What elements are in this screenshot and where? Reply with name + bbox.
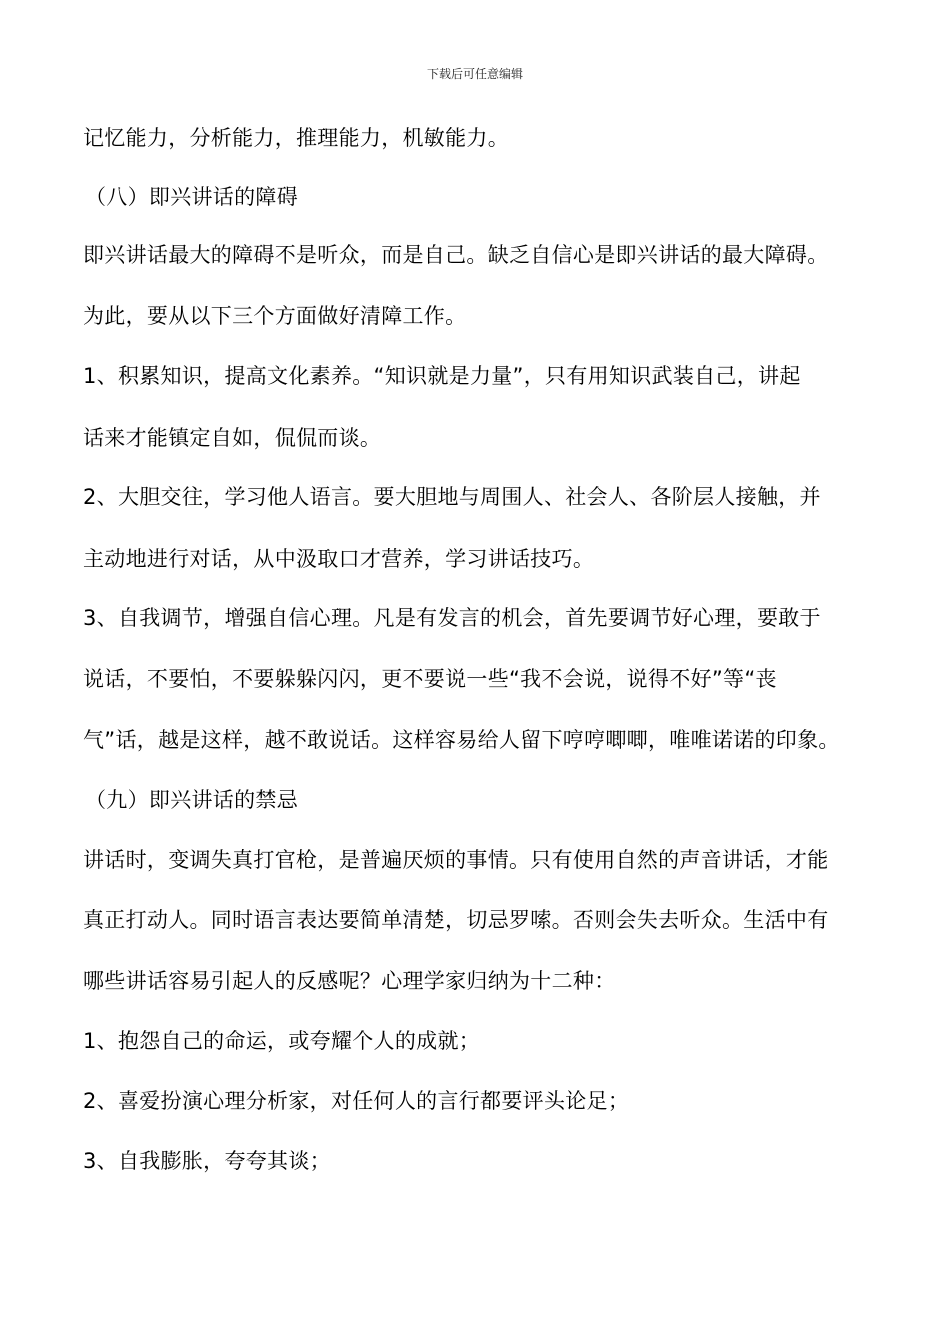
list-item-1-line: 1、积累知识，提高文化素养。“知识就是力量”，只有用知识武装自己，讲起	[83, 364, 801, 388]
list-item-1-line: 话来才能镇定自如，侃侃而谈。	[83, 426, 382, 450]
page-header-note: 下载后可任意编辑	[426, 67, 523, 81]
taboo-item-2: 2、喜爱扮演心理分析家，对任何人的言行都要评头论足；	[83, 1089, 630, 1113]
taboo-item-1: 1、抱怨自己的命运，或夸耀个人的成就；	[83, 1029, 481, 1053]
section-heading-9: （九）即兴讲话的禁忌	[85, 788, 298, 812]
taboo-item-3: 3、自我膨胀，夸夸其谈；	[83, 1149, 331, 1173]
paragraph-line: 真正打动人。同时语言表达要简单清楚，切忌罗嗦。否则会失去听众。生活中有	[83, 908, 829, 932]
paragraph-line: 哪些讲话容易引起人的反感呢？心理学家归纳为十二种：	[83, 969, 616, 993]
paragraph-line: 讲话时，变调失真打官枪，是普遍厌烦的事情。只有使用自然的声音讲话，才能	[83, 848, 829, 872]
paragraph-line: 记忆能力，分析能力，推理能力，机敏能力。	[83, 126, 509, 150]
list-item-2-line: 2、大胆交往，学习他人语言。要大胆地与周围人、社会人、各阶层人接触，并	[83, 485, 821, 509]
paragraph-line: 即兴讲话最大的障碍不是听众，而是自己。缺乏自信心是即兴讲话的最大障碍。	[83, 243, 829, 267]
section-heading-8: （八）即兴讲话的障碍	[85, 185, 298, 209]
list-item-3-line: 说话，不要怕，不要躲躲闪闪，更不要说一些“我不会说，说得不好”等“丧	[83, 667, 777, 691]
list-item-2-line: 主动地进行对话，从中汲取口才营养，学习讲话技巧。	[83, 547, 595, 571]
paragraph-line: 为此，要从以下三个方面做好清障工作。	[83, 304, 467, 328]
list-item-3-line: 气”话，越是这样，越不敢说话。这样容易给人留下哼哼唧唧，唯唯诺诺的印象。	[83, 728, 840, 752]
list-item-3-line: 3、自我调节，增强自信心理。凡是有发言的机会，首先要调节好心理，要敢于	[83, 606, 821, 630]
